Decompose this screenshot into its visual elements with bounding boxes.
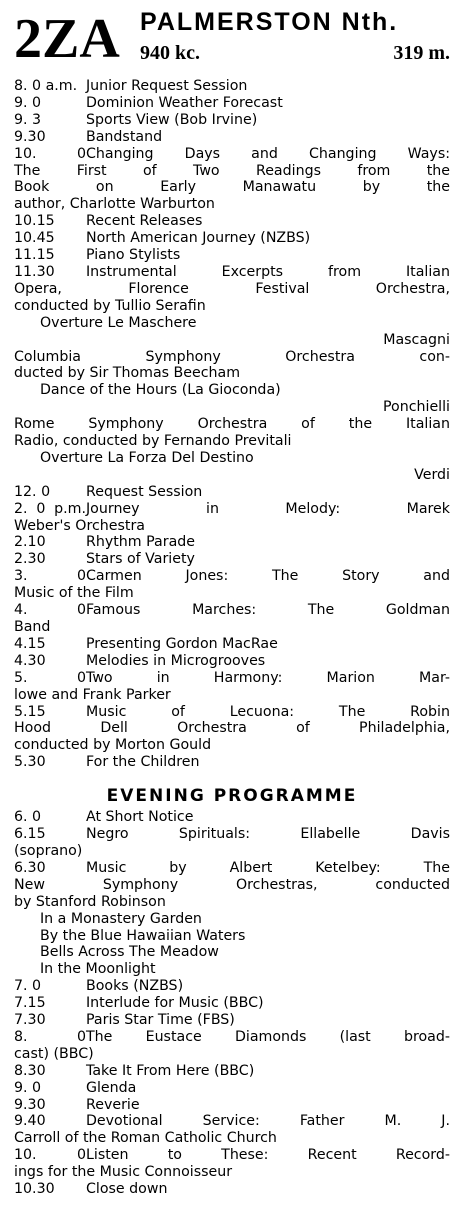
schedule-entry (14, 860, 450, 911)
entry-time: 10.30 (14, 1181, 55, 1198)
schedule-entry (14, 112, 450, 129)
entry-time: 5.15 (14, 703, 46, 720)
entry-piece-title: Overture Le Maschere (40, 314, 197, 331)
entry-title: Piano Stylists (86, 247, 181, 264)
entry-continuation: Band (14, 619, 51, 635)
schedule-entry (14, 129, 450, 146)
schedule-entry (14, 1029, 450, 1063)
schedule-entry (14, 670, 450, 704)
entry-time: 10.45 (14, 230, 55, 247)
entry-first-line (14, 1147, 450, 1164)
schedule-entry (14, 1097, 450, 1114)
entry-title: Bandstand (86, 128, 163, 145)
entry-first-line (14, 826, 450, 843)
entry-continuation: New Symphony Orchestras, conducted (14, 876, 450, 893)
entry-continuation: by Stanford Robinson (14, 893, 166, 910)
entry-first-line (14, 568, 450, 585)
entry-time: 6.15 (14, 826, 46, 843)
entry-continuation: The First of Two Readings from the (14, 162, 450, 179)
entry-time: 8. 0 (14, 1028, 86, 1045)
entry-first-line (14, 670, 450, 687)
entry-time: 6. 0 (14, 809, 42, 826)
entry-title: Paris Star Time (FBS) (86, 1012, 235, 1029)
entry-continuation: ings for the Music Connoisseur (14, 1164, 233, 1181)
entry-time: 11.15 (14, 247, 55, 264)
entry-time: 2.30 (14, 551, 46, 568)
entry-time: 9.30 (14, 128, 46, 145)
schedule-entry (14, 826, 450, 860)
entry-first-line (14, 754, 450, 771)
entry-continuation: Weber's Orchestra (14, 517, 145, 534)
schedule-entry (14, 809, 450, 826)
entry-piece-title: In a Monastery Garden (40, 910, 202, 927)
entry-first-line (14, 978, 450, 995)
entry-time: 8. 0 a.m. (14, 78, 78, 94)
evening-programme-heading: EVENING PROGRAMME (106, 786, 358, 807)
entry-title: Negro Spirituals: Ellabelle Davis (86, 826, 450, 843)
station-wavelength: 319 m. (393, 42, 450, 64)
schedule-entry (14, 247, 450, 264)
day-schedule (14, 78, 450, 771)
schedule-entry (14, 416, 450, 450)
schedule-entry (14, 382, 450, 416)
entry-piece-title: Overture La Forza Del Destino (40, 449, 254, 466)
entry-time: 9. 3 (14, 111, 42, 128)
entry-time: 4.15 (14, 635, 46, 652)
entry-first-line (14, 230, 450, 247)
entry-piece-title: Dance of the Hours (La Gioconda) (40, 382, 281, 399)
entry-time: 2. 0 p.m. (14, 500, 86, 517)
entry-continuation: Carroll of the Roman Catholic Church (14, 1130, 277, 1147)
entry-title: Reverie (86, 1096, 140, 1113)
entry-title: Melodies in Microgrooves (86, 652, 266, 669)
entry-title: Junior Request Session (86, 78, 248, 94)
entry-time: 9.30 (14, 1096, 46, 1113)
entry-first-line (14, 551, 450, 568)
entry-title: Music by Albert Ketelbey: The (86, 859, 450, 876)
entry-time: 6.30 (14, 859, 46, 876)
schedule-entry (14, 78, 450, 95)
entry-time: 3. 0 (14, 568, 86, 585)
entry-continuation: Radio, conducted by Fernando Previtali (14, 433, 292, 450)
entry-first-line (14, 860, 450, 877)
schedule-entry (14, 551, 450, 568)
entry-continuation: Rome Symphony Orchestra of the Italian (14, 416, 450, 433)
entry-first-line (14, 484, 450, 501)
entry-title: Devotional Service: Father M. J. (86, 1113, 450, 1130)
entry-first-line (14, 501, 450, 518)
entry-title: Instrumental Excerpts from Italian (86, 263, 450, 280)
entry-first-line (14, 1181, 450, 1198)
entry-continuation: Music of the Film (14, 585, 134, 602)
entry-first-line (14, 129, 450, 146)
schedule-entry (14, 501, 450, 535)
entry-first-line (14, 704, 450, 721)
entry-title: Sports View (Bob Irvine) (86, 111, 258, 128)
schedule-entry (14, 264, 450, 315)
schedule-entry (14, 450, 450, 484)
entry-piece-title: In the Moonlight (40, 961, 156, 978)
entry-title: Rhythm Parade (86, 534, 196, 551)
entry-composer: Mascagni (383, 331, 450, 348)
entry-composer: Ponchielli (382, 399, 450, 416)
entry-time: 7. 0 (14, 978, 42, 995)
entry-time: 12. 0 (14, 483, 51, 500)
schedule-entry (14, 230, 450, 247)
entry-title: Request Session (86, 483, 203, 500)
entry-time: 5.30 (14, 754, 46, 771)
schedule-entry (14, 978, 450, 995)
entry-title: Listen to These: Recent Record- (86, 1147, 450, 1164)
entry-time: 7.15 (14, 995, 46, 1012)
entry-continuation: author, Charlotte Warburton (14, 196, 215, 213)
schedule-entry (14, 602, 450, 636)
entry-time: 9.40 (14, 1113, 46, 1130)
entry-continuation: lowe and Frank Parker (14, 686, 171, 703)
entry-first-line (14, 1097, 450, 1114)
entry-continuation: cast) (BBC) (14, 1045, 94, 1062)
entry-first-line (14, 809, 450, 826)
schedule-entry (14, 995, 450, 1012)
schedule-entry (14, 1012, 450, 1029)
schedule-entry (14, 1147, 450, 1181)
schedule-entry (14, 1113, 450, 1147)
schedule-entry (14, 568, 450, 602)
entry-title: At Short Notice (86, 809, 194, 826)
entry-continuation: ducted by Sir Thomas Beecham (14, 365, 241, 382)
entry-title: Close down (86, 1181, 168, 1198)
entry-time: 5. 0 (14, 669, 86, 686)
entry-title: Dominion Weather Forecast (86, 94, 283, 111)
entry-continuation: Columbia Symphony Orchestra con- (14, 348, 450, 365)
entry-time: 10. 0 (14, 1147, 86, 1164)
station-frequency: 940 kc. (140, 42, 200, 64)
schedule-entry (14, 1181, 450, 1198)
entry-time: 11.30 (14, 263, 55, 280)
entry-continuation: Book on Early Manawatu by the (14, 179, 450, 196)
schedule-entry (14, 704, 450, 755)
entry-title: The Eustace Diamonds (last broad- (86, 1028, 450, 1045)
entry-time: 9. 0 (14, 94, 42, 111)
entry-first-line (14, 1080, 450, 1097)
entry-time: 7.30 (14, 1012, 46, 1029)
station-call-sign: 2ZA (14, 8, 120, 70)
schedule-entry (14, 315, 450, 349)
entry-first-line (14, 247, 450, 264)
entry-time: 10. 0 (14, 145, 86, 162)
station-location: PALMERSTON Nth. (140, 8, 399, 36)
schedule-entry (14, 944, 450, 961)
entry-continuation: (soprano) (14, 842, 83, 859)
schedule-entry (14, 1080, 450, 1097)
entry-first-line (14, 534, 450, 551)
schedule-entry (14, 146, 450, 214)
schedule-entry (14, 754, 450, 771)
entry-continuation: conducted by Tullio Serafin (14, 297, 206, 314)
entry-piece-title: Bells Across The Meadow (40, 944, 219, 961)
entry-first-line (14, 1029, 450, 1046)
schedule-entry (14, 484, 450, 501)
schedule-entry (14, 911, 450, 928)
entry-time: 9. 0 (14, 1079, 42, 1096)
entry-first-line (14, 653, 450, 670)
entry-piece-title: By the Blue Hawaiian Waters (40, 927, 246, 944)
entry-title: Glenda (86, 1079, 137, 1096)
schedule-entry (14, 928, 450, 945)
schedule-entry (14, 349, 450, 383)
programme-list (14, 78, 450, 1198)
entry-title: Music of Lecuona: The Robin (86, 703, 450, 720)
entry-title: Changing Days and Changing Ways: (86, 145, 450, 162)
schedule-entry (14, 961, 450, 978)
entry-first-line (14, 995, 450, 1012)
entry-title: Take It From Here (BBC) (86, 1062, 255, 1079)
entry-title: Stars of Variety (86, 551, 195, 568)
entry-time: 8.30 (14, 1062, 46, 1079)
entry-first-line (14, 636, 450, 653)
entry-time: 4. 0 (14, 602, 86, 619)
entry-first-line (14, 95, 450, 112)
schedule-entry (14, 653, 450, 670)
entry-first-line (14, 1012, 450, 1029)
schedule-entry (14, 534, 450, 551)
entry-time: 2.10 (14, 534, 46, 551)
entry-title: Two in Harmony: Marion Mar- (86, 669, 450, 686)
entry-title: Journey in Melody: Marek (86, 500, 450, 517)
entry-first-line (14, 78, 450, 95)
entry-time: 4.30 (14, 652, 46, 669)
entry-title: Books (NZBS) (86, 978, 184, 995)
entry-first-line (14, 1113, 450, 1130)
schedule-entry (14, 95, 450, 112)
entry-first-line (14, 146, 450, 163)
entry-title: North American Journey (NZBS) (86, 230, 311, 247)
entry-first-line (14, 264, 450, 281)
entry-title: Interlude for Music (BBC) (86, 995, 264, 1012)
entry-time: 10.15 (14, 213, 55, 230)
entry-title: Carmen Jones: The Story and (86, 568, 450, 585)
entry-continuation: conducted by Morton Gould (14, 737, 212, 754)
entry-title: Presenting Gordon MacRae (86, 635, 278, 652)
entry-continuation: Hood Dell Orchestra of Philadelphia, (14, 720, 450, 737)
schedule-entry (14, 1063, 450, 1080)
evening-schedule (14, 809, 450, 1198)
entry-title: For the Children (86, 754, 200, 771)
entry-composer: Verdi (414, 466, 450, 483)
entry-title: Famous Marches: The Goldman (86, 602, 450, 619)
entry-first-line (14, 1063, 450, 1080)
schedule-entry (14, 213, 450, 230)
schedule-entry (14, 636, 450, 653)
entry-first-line (14, 213, 450, 230)
entry-first-line (14, 602, 450, 619)
entry-first-line (14, 112, 450, 129)
entry-title: Recent Releases (86, 213, 203, 230)
entry-continuation: Opera, Florence Festival Orchestra, (14, 280, 450, 297)
